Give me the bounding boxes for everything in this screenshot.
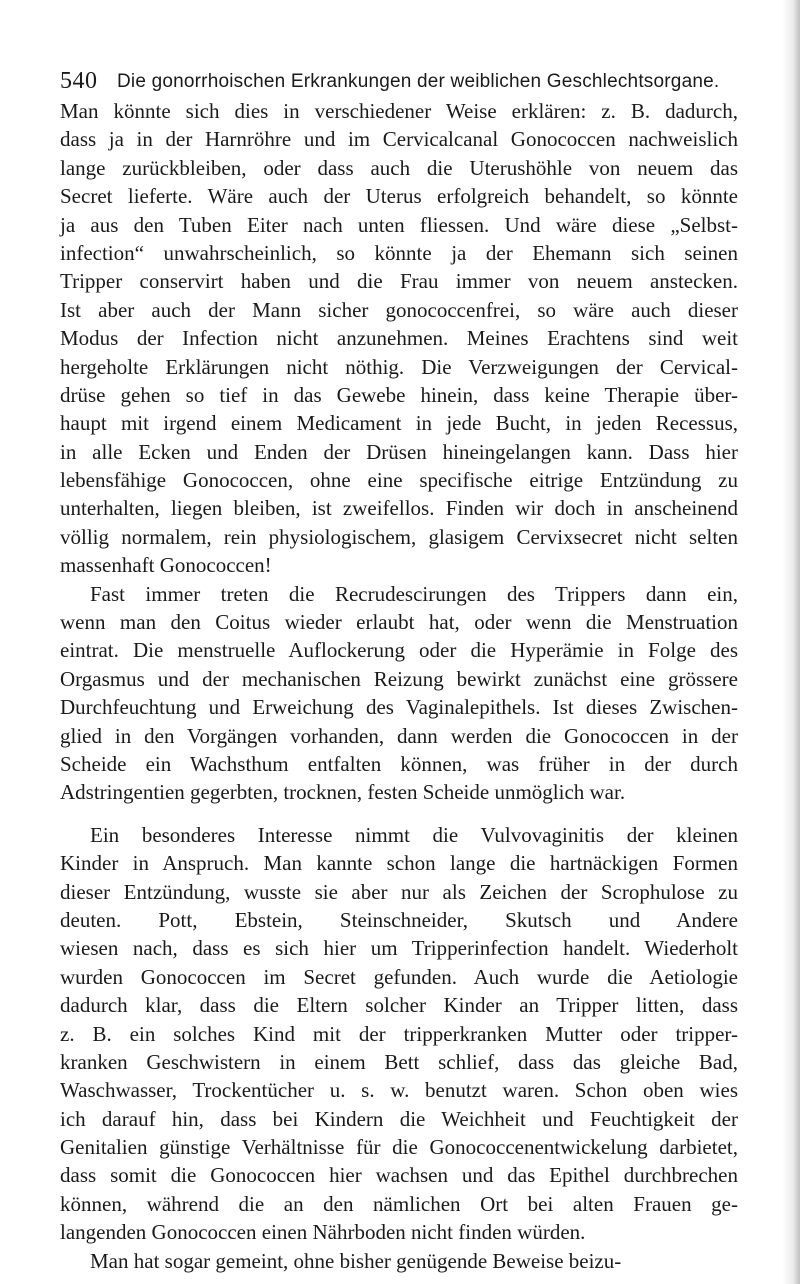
text-line: Scheide ein Wachsthum entfalten können, was früher in der durch [60, 751, 738, 776]
text-line: lebensfähige Gonococcen, ohne eine specifische eitrige Entzündung zu [60, 468, 738, 493]
text-line: Man hat sogar gemeint, ohne bisher genügende Beweise beizu- [90, 1248, 622, 1273]
text-line: kranken Geschwistern in einem Bett schlief, dass das gleiche Bad, [60, 1049, 738, 1074]
text-line: Genitalien günstige Verhältnisse für die Gonococcenentwickelung darbietet, [60, 1135, 738, 1160]
text-line: dass ja in der Harnröhre und im Cervicalcanal Gonococcen nachweislich [60, 127, 738, 152]
text-line: dieser Entzündung, wusste sie aber nur als Zeichen der Scrophulose zu [60, 879, 738, 904]
text-line: langenden Gonococcen einen Nährboden nicht finden würden. [60, 1220, 586, 1245]
text-line: deuten. Pott, Ebstein, Steinschneider, Skutsch und Andere [60, 907, 738, 932]
text-line: glied in den Vorgängen vorhanden, dann werden die Gonococcen in der [60, 723, 738, 748]
paragraph [60, 821, 738, 1247]
text-line: Tripper conservirt haben und die Frau immer von neuem anstecken. [60, 269, 738, 294]
text-line: in alle Ecken und Enden der Drüsen hineingelangen kann. Dass hier [60, 439, 738, 464]
text-line: Adstringentien gegerbten, trocknen, festen Scheide unmöglich war. [60, 780, 626, 805]
text-line: Ist aber auch der Mann sicher gonococcenfrei, so wäre auch dieser [60, 297, 738, 322]
text-line: Fast immer treten die Recrudescirungen des Trippers dann ein, [90, 581, 738, 606]
text-line: drüse gehen so tief in das Gewebe hinein, dass keine Therapie über- [60, 382, 738, 407]
text-line: Waschwasser, Trockentücher u. s. w. benutzt waren. Schon oben wies [60, 1078, 738, 1103]
text-line: z. B. ein solches Kind mit der tripperkranken Mutter oder tripper- [60, 1021, 738, 1046]
text-line: Kinder in Anspruch. Man kannte schon lange die hartnäckigen Formen [60, 851, 738, 876]
paragraph [60, 97, 738, 580]
page-number: 540 [60, 68, 98, 94]
text-line: unterhalten, liegen bleiben, ist zweifellos. Finden wir doch in anscheinend [60, 496, 738, 521]
text-line: Modus der Infection nicht anzunehmen. Meines Erachtens sind weit [60, 326, 738, 351]
text-line: dadurch klar, dass die Eltern solcher Kinder an Tripper litten, dass [60, 993, 738, 1018]
paragraph [60, 1247, 738, 1275]
text-line: eintrat. Die menstruelle Auflockerung oder die Hyperämie in Folge des [60, 638, 738, 663]
text-line: wenn man den Coitus wieder erlaubt hat, oder wenn die Menstruation [60, 610, 738, 635]
running-head: Die gonorrhoischen Erkrankungen der weiblichen Geschlechtsorgane. [117, 71, 720, 92]
text-line: Orgasmus und der mechanischen Reizung bewirkt zunächst eine grössere [60, 666, 738, 691]
text-line: völlig normalem, rein physiologischem, glasigem Cervixsecret nicht selten [60, 524, 738, 549]
text-line: hergeholte Erklärungen nicht nöthig. Die Verzweigungen der Cervical- [60, 354, 738, 379]
text-line: Ein besonderes Interesse nimmt die Vulvovaginitis der kleinen [90, 822, 738, 847]
page-header [60, 68, 760, 98]
text-line: dass somit die Gonococcen hier wachsen und das Epithel durchbrechen [60, 1163, 738, 1188]
text-line: ja aus den Tuben Eiter nach unten fliessen. Und wäre diese „Selbst- [60, 212, 738, 237]
page-edge-shadow [782, 0, 800, 1284]
text-line: wiesen nach, dass es sich hier um Tripperinfection handelt. Wiederholt [60, 936, 738, 961]
text-line: lange zurückbleiben, oder dass auch die Uterushöhle von neuem das [60, 155, 738, 180]
text-line: infection“ unwahrscheinlich, so könnte ja der Ehemann sich seinen [60, 240, 738, 265]
text-line: ich darauf hin, dass bei Kindern die Weichheit und Feuchtigkeit der [60, 1106, 738, 1131]
text-line: Man könnte sich dies in verschiedener Weise erklären: z. B. dadurch, [60, 99, 738, 123]
text-line: haupt mit irgend einem Medicament in jede Bucht, in jeden Recessus, [60, 411, 738, 436]
text-line: massenhaft Gonococcen! [60, 553, 272, 578]
paragraph-gap [60, 807, 738, 821]
paragraph [60, 580, 738, 807]
text-line: können, während die an den nämlichen Ort bei alten Frauen ge- [60, 1191, 738, 1216]
text-line: Secret lieferte. Wäre auch der Uterus erfolgreich behandelt, so könnte [60, 184, 738, 209]
body-text [60, 97, 738, 1275]
text-line: wurden Gonococcen im Secret gefunden. Auch wurde die Aetiologie [60, 964, 738, 989]
text-line: Durchfeuchtung und Erweichung des Vaginalepithels. Ist dieses Zwischen- [60, 695, 738, 720]
